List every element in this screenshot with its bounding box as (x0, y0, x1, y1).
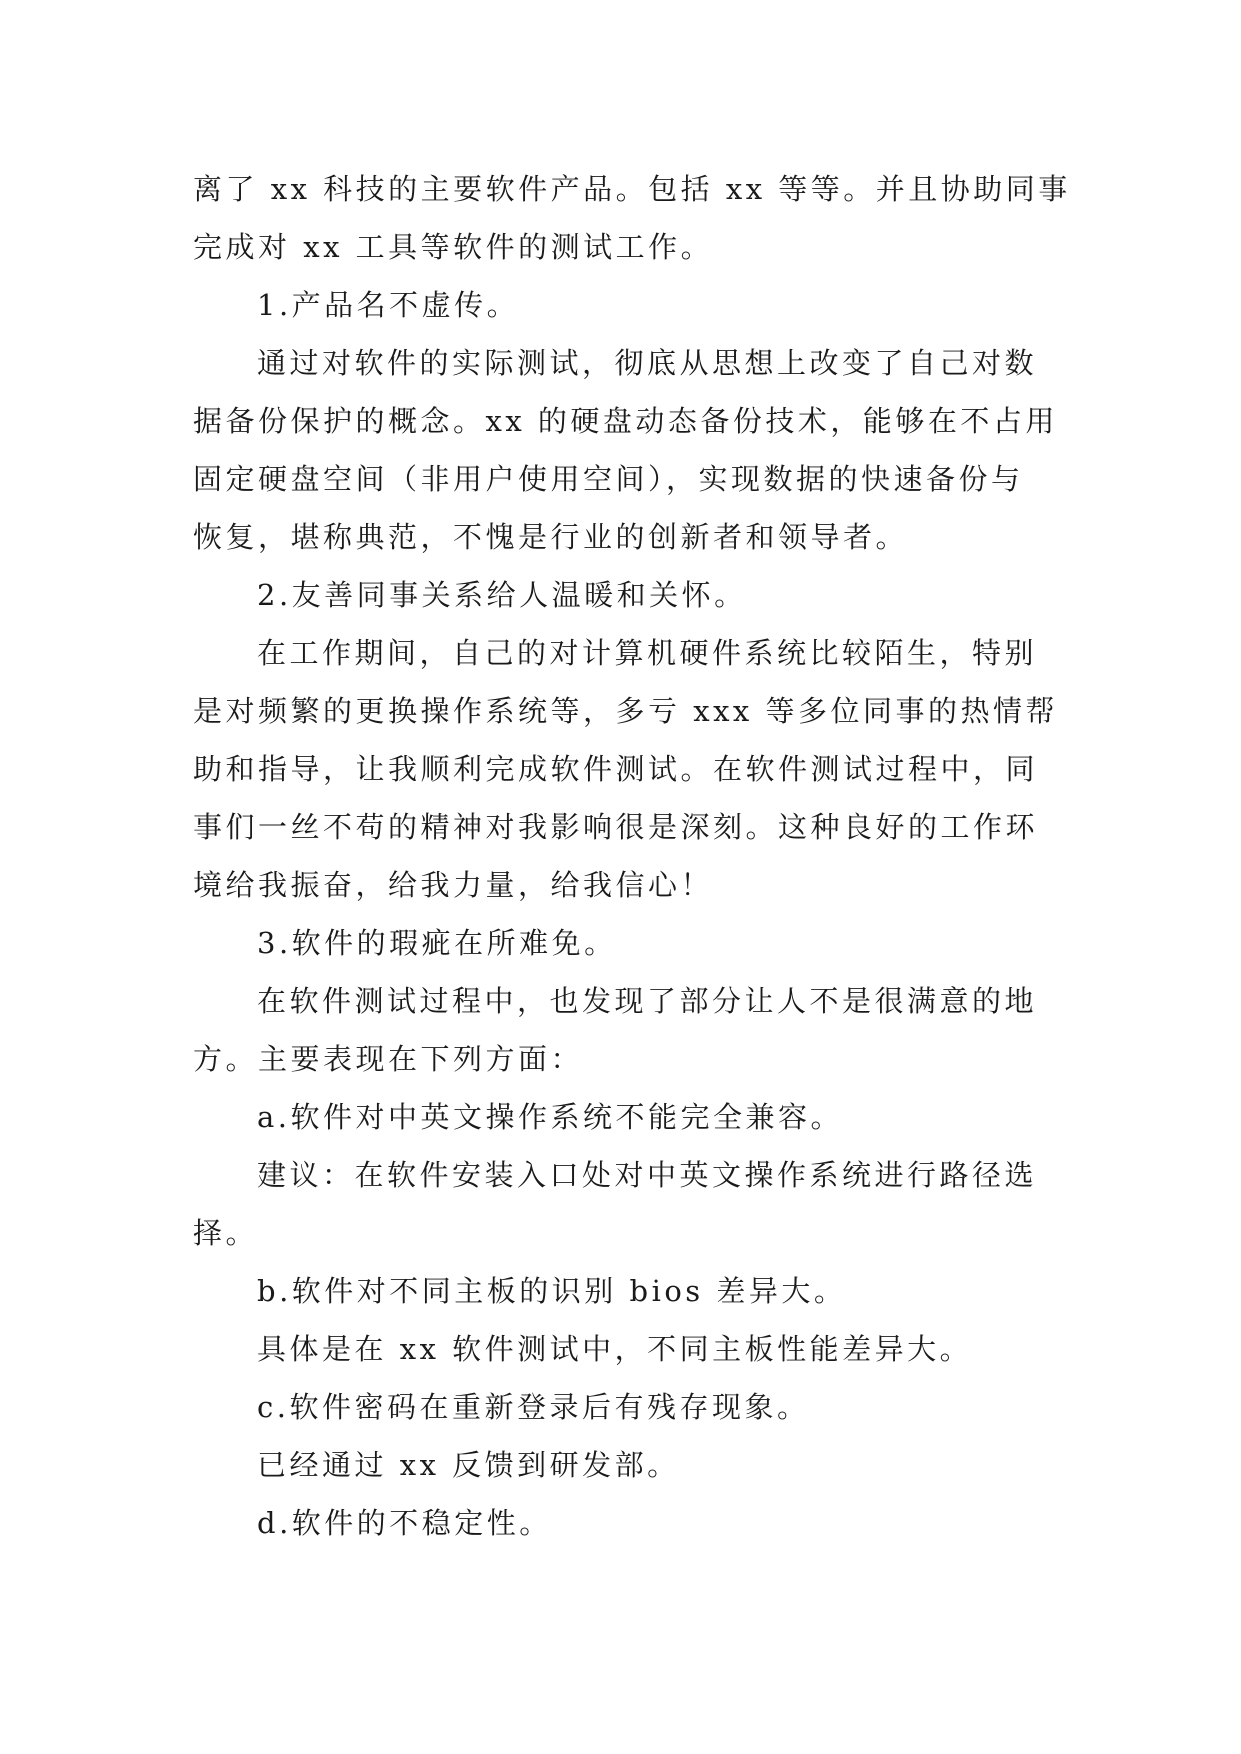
text-line: 恢复，堪称典范，不愧是行业的创新者和领导者。 (193, 520, 909, 554)
text-line: 1.产品名不虚传。 (257, 288, 520, 322)
text-line: 3.软件的瑕疵在所难免。 (257, 926, 617, 960)
document-body (193, 160, 1071, 1552)
text-line: 据备份保护的概念。xx 的硬盘动态备份技术，能够在不占用 (193, 404, 1058, 438)
text-line: 方。主要表现在下列方面： (193, 1042, 584, 1076)
text-line: a.软件对中英文操作系统不能完全兼容。 (257, 1100, 844, 1134)
text-line: 2.友善同事关系给人温暖和关怀。 (257, 578, 747, 612)
text-line: 境给我振奋，给我力量，给我信心！ (193, 868, 714, 902)
text-line: 已经通过 xx 反馈到研发部。 (257, 1448, 680, 1482)
text-line: 在工作期间，自己的对计算机硬件系统比较陌生，特别 (257, 636, 1038, 670)
text-line: 建议：在软件安装入口处对中英文操作系统进行路径选 (257, 1158, 1038, 1192)
text-line: 具体是在 xx 软件测试中，不同主板性能差异大。 (257, 1332, 973, 1366)
text-line: 通过对软件的实际测试，彻底从思想上改变了自己对数 (257, 346, 1038, 380)
text-line: b.软件对不同主板的识别 bios 差异大。 (257, 1274, 847, 1308)
text-line: c.软件密码在重新登录后有残存现象。 (257, 1390, 810, 1424)
text-line: 完成对 xx 工具等软件的测试工作。 (193, 230, 714, 264)
text-line: 助和指导，让我顺利完成软件测试。在软件测试过程中，同 (193, 752, 1039, 786)
text-line: 择。 (193, 1216, 259, 1250)
text-line: 事们一丝不苟的精神对我影响很是深刻。这种良好的工作环 (193, 810, 1039, 844)
text-line: 在软件测试过程中，也发现了部分让人不是很满意的地 (257, 984, 1038, 1018)
text-line: d.软件的不稳定性。 (257, 1506, 552, 1540)
text-line: 是对频繁的更换操作系统等，多亏 xxx 等多位同事的热情帮 (193, 694, 1059, 728)
text-line: 固定硬盘空间（非用户使用空间），实现数据的快速备份与 (193, 462, 1024, 496)
text-line: 离了 xx 科技的主要软件产品。包括 xx 等等。并且协助同事 (193, 172, 1071, 206)
